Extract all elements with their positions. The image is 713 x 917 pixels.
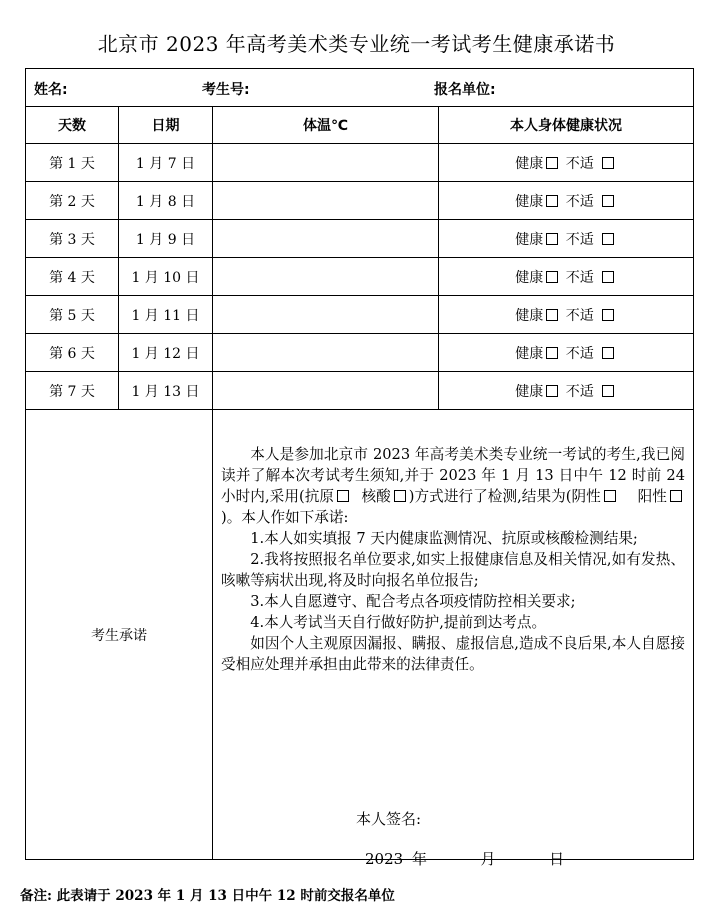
unwell-label: 不适 xyxy=(565,231,594,248)
unwell-checkbox[interactable] xyxy=(602,309,614,321)
unwell-checkbox[interactable] xyxy=(602,157,614,169)
day-cell: 第 6 天 xyxy=(26,334,119,372)
temperature-cell[interactable] xyxy=(213,334,439,372)
pledge-intro: 本人是参加北京市 2023 年高考美术类专业统一考试的考生,我已阅读并了解本次考试考生须知,并于 2023 年 1 月 13 日中午 12 时前 24 小时内,采用(抗原 xyxy=(221,446,685,505)
table-row xyxy=(26,372,694,410)
footnote: 备注: 此表请于 2023 年 1 月 13 日中午 12 时前交报名单位 xyxy=(20,888,395,904)
health-cell xyxy=(439,182,694,220)
temperature-header: 体温℃ xyxy=(213,107,439,144)
date-header: 日期 xyxy=(119,107,213,144)
table-row xyxy=(26,258,694,296)
pledge-label: 考生承诺 xyxy=(26,410,213,860)
pledge-item: 4.本人考试当天自行做好防护,提前到达考点。 xyxy=(250,614,547,631)
health-cell xyxy=(439,334,694,372)
healthy-checkbox[interactable] xyxy=(546,195,558,207)
date-cell: 1 月 9 日 xyxy=(119,220,213,258)
unwell-checkbox[interactable] xyxy=(602,385,614,397)
signature-date xyxy=(365,848,564,869)
name-label: 姓名: xyxy=(34,82,68,98)
pledge-intro-c: )方式进行了检测,结果为(阴性 xyxy=(408,488,601,505)
pledge-intro-e: )。本人作如下承诺: xyxy=(221,509,349,526)
pledge-item: 1.本人如实填报 7 天内健康监测情况、抗原或核酸检测结果; xyxy=(250,530,638,547)
temperature-cell[interactable] xyxy=(213,144,439,182)
day-cell: 第 3 天 xyxy=(26,220,119,258)
pledge-text xyxy=(221,444,685,675)
unwell-label: 不适 xyxy=(565,307,594,324)
days-header: 天数 xyxy=(26,107,119,144)
temperature-cell[interactable] xyxy=(213,220,439,258)
table-row xyxy=(26,334,694,372)
pledge-closing: 如因个人主观原因漏报、瞒报、虚报信息,造成不良后果,本人自愿接受相应处理并承担由此带来的法律责任。 xyxy=(221,635,685,673)
antigen-checkbox[interactable] xyxy=(337,490,349,502)
health-cell xyxy=(439,144,694,182)
day-cell: 第 7 天 xyxy=(26,372,119,410)
day-cell: 第 1 天 xyxy=(26,144,119,182)
healthy-checkbox[interactable] xyxy=(546,347,558,359)
unwell-label: 不适 xyxy=(565,383,594,400)
document-title: 北京市 2023 年高考美术类专业统一考试考生健康承诺书 xyxy=(97,32,616,56)
health-cell xyxy=(439,296,694,334)
student-info-row xyxy=(26,69,694,107)
date-cell: 1 月 11 日 xyxy=(119,296,213,334)
pledge-cell xyxy=(213,410,694,868)
day-cell: 第 2 天 xyxy=(26,182,119,220)
unwell-label: 不适 xyxy=(565,193,594,210)
date-cell: 1 月 10 日 xyxy=(119,258,213,296)
unwell-label: 不适 xyxy=(565,345,594,362)
date-cell: 1 月 7 日 xyxy=(119,144,213,182)
day-cell: 第 4 天 xyxy=(26,258,119,296)
healthy-label: 健康 xyxy=(515,231,544,248)
health-cell xyxy=(439,372,694,410)
healthy-label: 健康 xyxy=(515,193,544,210)
date-cell: 1 月 13 日 xyxy=(119,372,213,410)
temperature-cell[interactable] xyxy=(213,258,439,296)
unwell-label: 不适 xyxy=(565,269,594,286)
unwell-checkbox[interactable] xyxy=(602,347,614,359)
table-row xyxy=(26,220,694,258)
table-header-row xyxy=(26,107,694,144)
date-cell: 1 月 12 日 xyxy=(119,334,213,372)
unwell-checkbox[interactable] xyxy=(602,233,614,245)
date-day: 日 xyxy=(549,850,565,868)
table-row xyxy=(26,182,694,220)
registration-unit-label: 报名单位: xyxy=(434,82,496,98)
day-cell: 第 5 天 xyxy=(26,296,119,334)
unwell-label: 不适 xyxy=(565,155,594,172)
healthy-checkbox[interactable] xyxy=(546,157,558,169)
table-row xyxy=(26,296,694,334)
positive-checkbox[interactable] xyxy=(670,490,682,502)
positive-label: 阳性 xyxy=(637,488,667,505)
nucleic-label: 核酸 xyxy=(361,488,391,505)
health-cell xyxy=(439,220,694,258)
date-year: 2023 年 xyxy=(365,850,427,868)
temperature-cell[interactable] xyxy=(213,296,439,334)
healthy-checkbox[interactable] xyxy=(546,233,558,245)
health-cell xyxy=(439,258,694,296)
pledge-item: 2.我将按照报名单位要求,如实上报健康信息及相关情况,如有发热、咳嗽等病状出现,将及时向报名单位报告; xyxy=(221,551,685,589)
health-pledge-table xyxy=(25,68,694,868)
pledge-item: 3.本人自愿遵守、配合考点各项疫情防控相关要求; xyxy=(250,593,576,610)
date-cell: 1 月 8 日 xyxy=(119,182,213,220)
healthy-label: 健康 xyxy=(515,307,544,324)
nucleic-checkbox[interactable] xyxy=(394,490,406,502)
temperature-cell[interactable] xyxy=(213,372,439,410)
date-month: 月 xyxy=(480,850,496,868)
healthy-checkbox[interactable] xyxy=(546,271,558,283)
exam-number-label: 考生号: xyxy=(202,82,250,98)
unwell-checkbox[interactable] xyxy=(602,195,614,207)
healthy-checkbox[interactable] xyxy=(546,309,558,321)
temperature-cell[interactable] xyxy=(213,182,439,220)
unwell-checkbox[interactable] xyxy=(602,271,614,283)
healthy-label: 健康 xyxy=(515,383,544,400)
healthy-label: 健康 xyxy=(515,155,544,172)
healthy-checkbox[interactable] xyxy=(546,385,558,397)
healthy-label: 健康 xyxy=(515,269,544,286)
signature-label: 本人签名: xyxy=(356,810,422,828)
pledge-row xyxy=(26,410,694,860)
table-row xyxy=(26,144,694,182)
healthy-label: 健康 xyxy=(515,345,544,362)
negative-checkbox[interactable] xyxy=(604,490,616,502)
health-status-header: 本人身体健康状况 xyxy=(439,107,694,144)
